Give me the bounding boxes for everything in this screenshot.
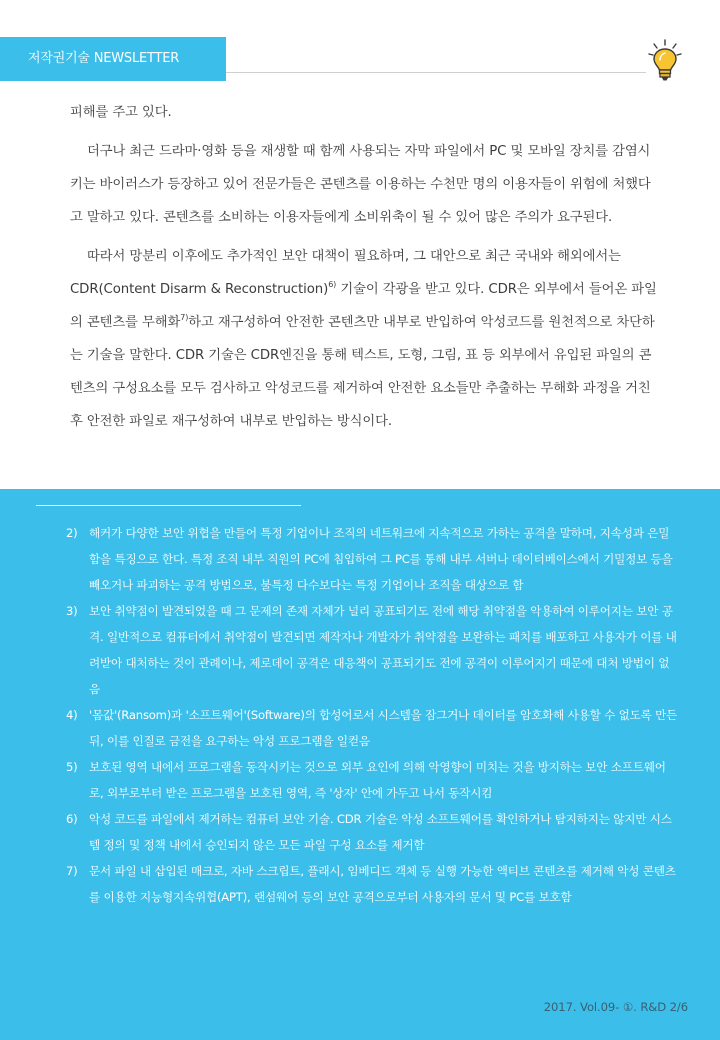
footnotes-list xyxy=(66,520,678,910)
footnote-text: 악성 코드를 파일에서 제거하는 컴퓨터 보안 기술. CDR 기술은 악성 소프트웨어를 확인하거나 탐지하지는 않지만 시스템 정의 및 정책 내에서 승인되지 않은 모든 파일 구성 요소를 제거함 xyxy=(89,812,672,852)
paragraph-cdr xyxy=(70,240,662,438)
lightbulb-icon xyxy=(648,38,682,88)
footnote-text: 보호된 영역 내에서 프로그램을 동작시키는 것으로 외부 요인에 의해 악영향이 미치는 것을 방지하는 보안 소프트웨어로, 외부로부터 받은 프로그램을 보호된 영역, 즉 '상자' 안에 가두고 나서 동작시킴 xyxy=(89,760,666,800)
paragraph-cdr-part1: 따라서 망분리 이후에도 추가적인 보안 대책이 필요하며, 그 대안으로 최근 국내와 해외에서는 CDR(Content Disarm & Reconstruction) xyxy=(70,249,621,297)
footnote-item xyxy=(66,598,678,702)
footnote-ref-6[interactable]: 6) xyxy=(328,280,337,289)
footnote-text: 보안 취약점이 발견되었을 때 그 문제의 존재 자체가 널리 공표되기도 전에 해당 취약점을 악용하여 이루어지는 보안 공격. 일반적으로 컴퓨터에서 취약점이 발견되면 제작자나 개발자가 취약점을 보완하는 패치를 배포하고 사용자가 이를 내려받아 대처하는 것이 관례이나, 제로데이 공격은 대응책이 공표되기도 전에 공격이 이루어지기 때문에 대처 방법이 없음 xyxy=(89,604,677,696)
page-footer: 2017. Vol.09- ①. R&D 2/6 xyxy=(543,1000,688,1014)
footnote-ref-7[interactable]: 7) xyxy=(180,313,189,322)
paragraph-subtitle-virus: 더구나 최근 드라마·영화 등을 재생할 때 함께 사용되는 자막 파일에서 PC 및 모바일 장치를 감염시키는 바이러스가 등장하고 있어 전문가들은 콘텐츠를 이용하는 수천만 명의 이용자들이 위험에 처했다고 말하고 있다. 콘텐츠를 소비하는 이용자들에게 소비위축이 될 수 있어 많은 주의가 요구된다. xyxy=(70,144,651,225)
footnote-text: '몸값'(Ransom)과 '소프트웨어'(Software)의 합성어로서 시스템을 잠그거나 데이터를 암호화해 사용할 수 없도록 만든 뒤, 이를 인질로 금전을 요구하는 악성 프로그램을 일컫음 xyxy=(89,708,678,748)
header-rule xyxy=(226,72,646,73)
footnote-number: 7) xyxy=(66,864,78,878)
footnote-text: 문서 파일 내 삽입된 매크로, 자바 스크립트, 플래시, 임베디드 객체 등 실행 가능한 액티브 콘텐츠를 제거해 악성 콘텐츠를 이용한 지능형지속위협(APT), 랜섬웨어 등의 보안 공격으로부터 사용자의 문서 및 PC를 보호함 xyxy=(89,864,676,904)
footnote-number: 6) xyxy=(66,812,78,826)
newsletter-header-tab xyxy=(0,37,226,81)
footnote-number: 2) xyxy=(66,526,78,540)
footnote-item xyxy=(66,858,678,910)
paragraph-cdr-part3: 하고 재구성하여 안전한 콘텐츠만 내부로 반입하여 악성코드를 원천적으로 차단하는 기술을 말한다. CDR 기술은 CDR엔진을 통해 텍스트, 도형, 그림, 표 등 외부에서 유입된 파일의 콘텐츠의 구성요소를 모두 검사하고 악성코드를 제거하여 안전한 요소들만 추출하는 무해화 과정을 거친 후 안전한 파일로 재구성하여 내부로 반입하는 방식이다. xyxy=(70,315,655,429)
article-body xyxy=(70,96,662,438)
footnote-number: 5) xyxy=(66,760,78,774)
footnote-number: 4) xyxy=(66,708,78,722)
paragraph-cdr-part2: 기술이 각광을 받고 있다. CDR은 외부에서 들어온 파일의 콘텐츠를 무해화 xyxy=(70,282,657,330)
footnotes-divider xyxy=(36,505,301,506)
footnote-item xyxy=(66,520,678,598)
newsletter-title: 저작권기술 NEWSLETTER xyxy=(28,51,180,66)
footnote-text: 해커가 다양한 보안 위협을 만들어 특정 기업이나 조직의 네트워크에 지속적으로 가하는 공격을 말하며, 지속성과 은밀함을 특징으로 한다. 특정 조직 내부 직원의 PC에 침입하여 그 PC를 통해 내부 서버나 데이터베이스에서 기밀정보 등을 빼오거나 파괴하는 공격 방법으로, 불특정 다수보다는 특정 기업이나 조직을 대상으로 함 xyxy=(89,526,673,592)
footnote-item xyxy=(66,806,678,858)
footnote-item xyxy=(66,702,678,754)
footnote-number: 3) xyxy=(66,604,78,618)
lead-line: 피해를 주고 있다. xyxy=(70,105,172,120)
footnote-item xyxy=(66,754,678,806)
